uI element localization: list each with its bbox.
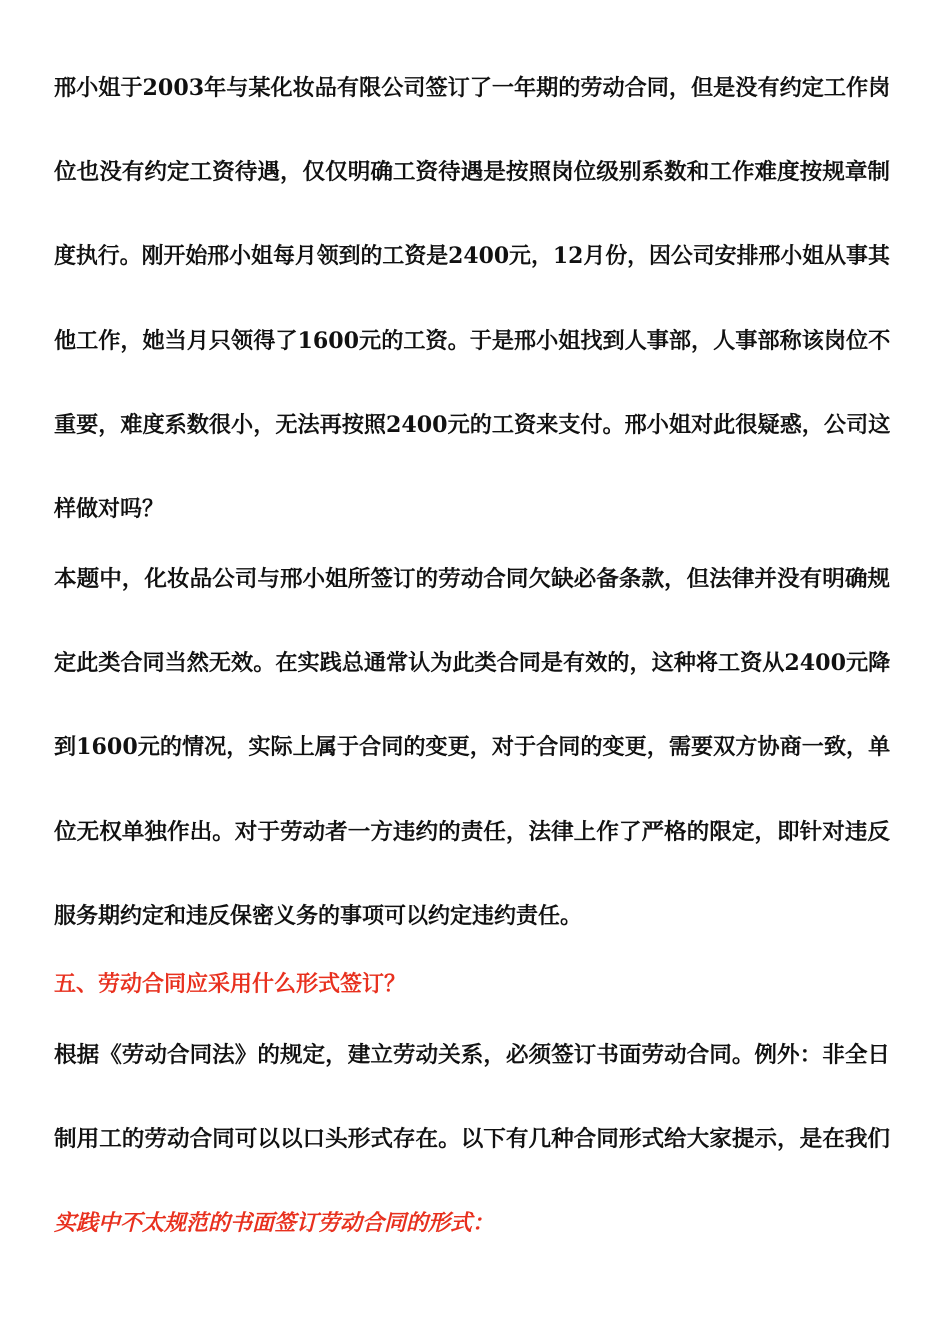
paragraph-3-line-1: 根据《劳动合同法》的规定，建立劳动关系，必须签订书面劳动合同。例外：非全日 [54,1042,891,1068]
paragraph-3-line-2: 制用工的劳动合同可以以口头形式存在。以下有几种合同形式给大家提示，是在我们 [54,1126,891,1152]
paragraph-1-line-1: 邢小姐于2003年与某化妆品有限公司签订了一年期的劳动合同，但是没有约定工作岗 [54,75,891,101]
paragraph-1-line-6: 样做对吗？ [54,496,165,522]
paragraph-2-line-3: 到1600元的情况，实际上属于合同的变更，对于合同的变更，需要双方协商一致，单 [54,734,891,760]
paragraph-1-line-4: 他工作，她当月只领得了1600元的工资。于是邢小姐找到人事部，人事部称该岗位不 [54,328,891,354]
paragraph-2-line-1: 本题中，化妆品公司与邢小姐所签订的劳动合同欠缺必备条款，但法律并没有明确规 [54,566,891,592]
paragraph-1-line-5: 重要，难度系数很小，无法再按照2400元的工资来支付。邢小姐对此很疑惑，公司这 [54,412,891,438]
section-heading: 五、劳动合同应采用什么形式签订？ [54,971,407,997]
paragraph-1-line-3: 度执行。刚开始邢小姐每月领到的工资是2400元，12月份，因公司安排邢小姐从事其 [54,243,890,269]
paragraph-2-line-5: 服务期约定和违反保密义务的事项可以约定违约责任。 [54,903,583,929]
paragraph-1-line-2: 位也没有约定工资待遇，仅仅明确工资待遇是按照岗位级别系数和工作难度按规章制 [54,159,891,185]
paragraph-2-line-4: 位无权单独作出。对于劳动者一方违约的责任，法律上作了严格的限定，即针对违反 [54,819,891,845]
paragraph-2-line-2: 定此类合同当然无效。在实践总通常认为此类合同是有效的，这种将工资从2400元降 [54,650,891,676]
highlight-line: 实践中不太规范的书面签订劳动合同的形式： [54,1210,495,1236]
